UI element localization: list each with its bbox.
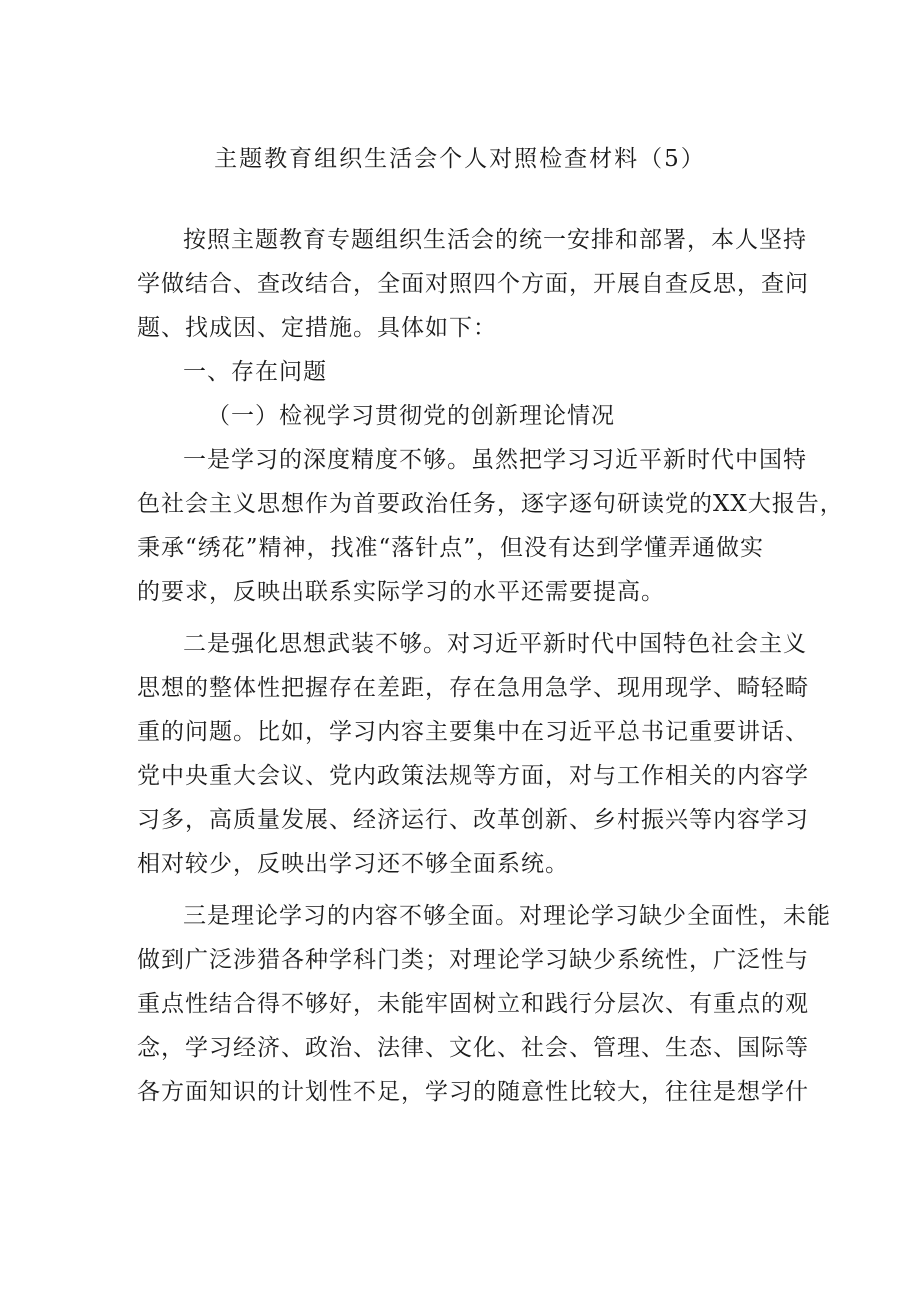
text-line: 题、找成因、定措施。具体如下：	[137, 315, 497, 341]
text-line: 念，学习经济、政治、法律、文化、社会、管理、生态、国际等	[137, 1035, 809, 1061]
intro-paragraph	[137, 218, 809, 350]
text-line: 党中央重大会议、党内政策法规等方面，对与工作相关的内容学	[137, 763, 809, 789]
subsection-heading: （一）检视学习贯彻党的创新理论情况	[207, 403, 615, 429]
text-line: 按照主题教育专题组织生活会的统一安排和部署，本人坚持	[183, 227, 807, 253]
text-line: 一是学习的深度精度不够。虽然把学习习近平新时代中国特	[183, 447, 807, 473]
paragraph-2	[137, 622, 809, 886]
text-line: 各方面知识的计划性不足，学习的随意性比较大，往往是想学什	[137, 1079, 809, 1105]
text-line: 习多，高质量发展、经济运行、改革创新、乡村振兴等内容学习	[137, 807, 809, 833]
paragraph-3	[137, 894, 831, 1114]
text-line: 色社会主义思想作为首要政治任务，逐字逐句研读党的XX大报告，	[137, 491, 844, 517]
text-line: 二是强化思想武装不够。对习近平新时代中国特色社会主义	[183, 631, 807, 657]
text-line: 秉承“绣花”精神，找准“落针点”，但没有达到学懂弄通做实	[137, 535, 765, 561]
document-body	[137, 218, 844, 1114]
text-line: 学做结合、查改结合，全面对照四个方面，开展自查反思，查问	[137, 271, 809, 297]
text-line: 相对较少，反映出学习还不够全面系统。	[137, 851, 569, 877]
text-line: 三是理论学习的内容不够全面。对理论学习缺少全面性，未能	[183, 903, 831, 929]
text-line: 重的问题。比如，学习内容主要集中在习近平总书记重要讲话、	[137, 719, 809, 745]
text-line: 重点性结合得不够好，未能牢固树立和践行分层次、有重点的观	[137, 991, 809, 1017]
text-line: 的要求，反映出联系实际学习的水平还需要提高。	[137, 579, 665, 605]
text-line: 做到广泛涉猎各种学科门类；对理论学习缺少系统性，广泛性与	[137, 947, 809, 973]
paragraph-1	[137, 438, 844, 614]
text-line: 思想的整体性把握存在差距，存在急用急学、现用现学、畸轻畸	[137, 675, 809, 701]
section-heading: 一、存在问题	[183, 359, 327, 385]
document-title: 主题教育组织生活会个人对照检查材料（5）	[214, 146, 706, 172]
